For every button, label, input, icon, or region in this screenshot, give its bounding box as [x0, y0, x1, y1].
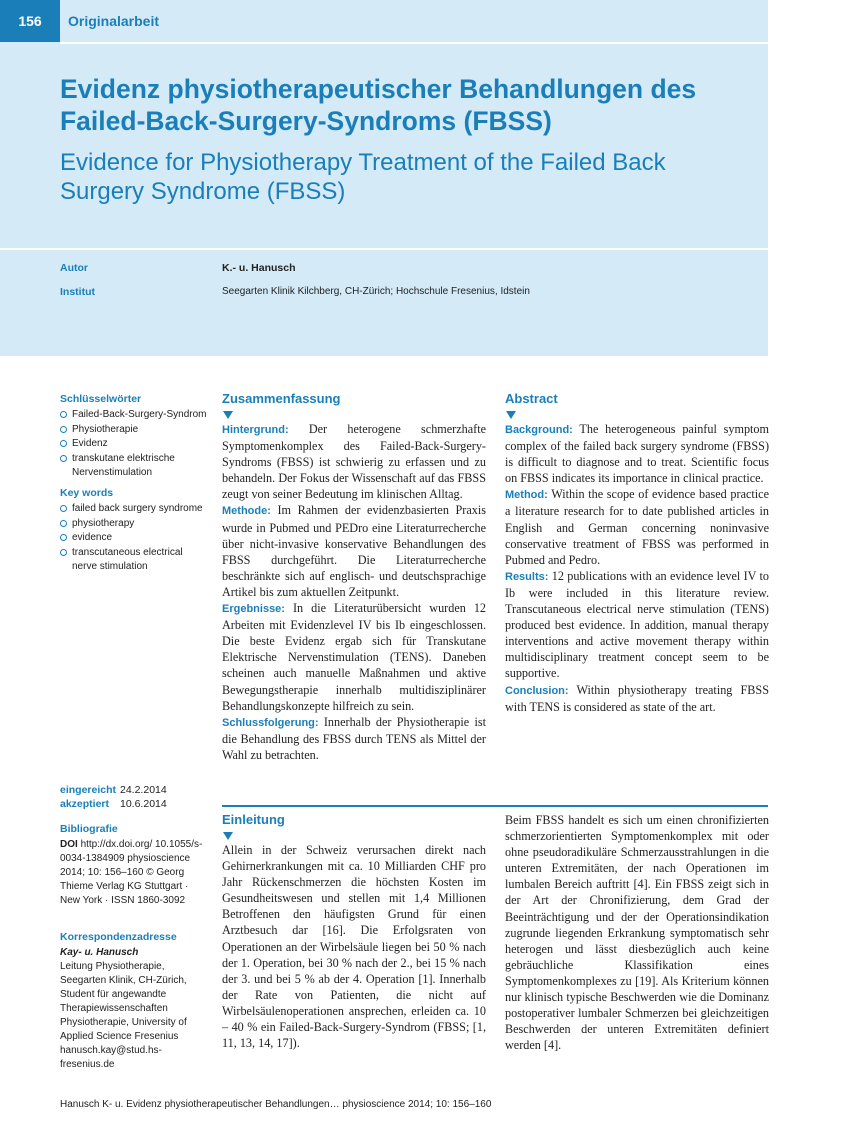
- background-text: The heterogeneous painful symptom complex of the failed back surgery syndrome (FBSS) is difficult to diagnose and to treat. Scientific focus on FBSS indicates its importance in clinical practice.: [505, 422, 770, 486]
- title-english: Evidence for Physiotherapy Treatment of the Failed Back Surgery Syndrome (FBSS): [60, 149, 666, 205]
- zusammenfassung-heading: Zusammenfassung: [222, 391, 341, 406]
- author-label: Autor: [60, 262, 88, 274]
- einleitung-paragraph-1: Allein in der Schweiz verursachen direkt nach Gehirnerkrankungen mit ca. 10 Milliarden CHF pro Jahr Rückenschmerzen die höchsten Kosten im Gesundheitswesen und stellen mit 1,4 Millionen Betroffenen den häufigsten Grund für einen Arztbesuch dar [16]. Die Erfolgsraten von Operationen an der Wirbelsäule liegen bei 50 % nach der 1. Operation, bei 30 % nach der 2., bei 15 % nach der 3. und bei 5 % ab der 4. Operation [1]. Innerhalb der Rate von Patienten, die nicht auf Wirbelsäulenoperationen ansprechen, erleiden ca. 10 – 40 % ein Failed-Back-Surgery-Syndrom (FBSS; [1, 11, 13, 14, 17]).: [222, 843, 486, 1051]
- bibliography-heading: Bibliografie: [60, 823, 118, 835]
- background-label: Background:: [505, 424, 573, 436]
- header-divider: [0, 248, 768, 250]
- triangle-marker-icon: [223, 832, 233, 840]
- institute-name: Seegarten Klinik Kilchberg, CH-Zürich; Hochschule Fresenius, Idstein: [222, 286, 530, 297]
- correspondence-text: Leitung Physiotherapie, Seegarten Klinik, CH-Zürich, Student für angewandte Therapiewissenschaften Physiotherapie, University of Applied Science Fresenius hanusch.kay@stud.hs-fresenius.de: [60, 961, 187, 1070]
- keyword-item: evidence: [60, 531, 210, 546]
- institute-label: Institut: [60, 286, 95, 298]
- accepted-date: 10.6.2014: [120, 798, 167, 810]
- conclusion-label: Conclusion:: [505, 684, 569, 697]
- conclusion-text: Within physiotherapy treating FBSS with TENS is considered as state of the art.: [505, 682, 769, 714]
- einleitung-heading: Einleitung: [222, 812, 285, 827]
- abstract-heading: Abstract: [505, 391, 558, 406]
- keywords-german: [60, 392, 210, 481]
- keyword-item: Physiotherapie: [60, 423, 210, 438]
- methode-text: Im Rahmen der evidenzbasierten Praxis wurde in Pubmed und PEDro eine Literaturrecherche über nicht-invasive konservative Behandlungen des FBSS durchgeführt. Die Literaturrecherche beschränkte sich auf englisch- und deutschsprachige Artikel bis zum aktuellen Zeitpunkt.: [222, 503, 486, 599]
- ergebnisse-text: In die Literaturübersicht wurden 12 Arbeiten mit Evidenzlevel IV bis Ib eingeschlossen. Die beste Evidenz ergab sich für Transkutane Elektrische Nervenstimulation (TENS). Daneben scheinen auch manuelle Maßnahmen und aktive Bewegungstherapie innerhalb multidisziplinärer Behandlungskonzepte hilfreich zu sein.: [222, 601, 487, 713]
- hintergrund-text: Der heterogene schmerzhafte Symptomenkomplex des Failed-Back-Surgery-Syndroms (FBSS) ist schwierig zu erfassen und zu behandeln. Der Fokus der Wissenschaft auf das FBSS zeugt von seiner Bedeutung im klinischen Alltag.: [222, 422, 486, 502]
- keywords-german-heading: Schlüsselwörter: [60, 393, 142, 405]
- submitted-date: 24.2.2014: [120, 784, 167, 796]
- title-german: Evidenz physiotherapeutischer Behandlungen des Failed-Back-Surgery-Syndroms (FBSS): [60, 74, 697, 136]
- schlussfolgerung-label: Schlussfolgerung:: [222, 716, 319, 729]
- keywords-english: [60, 486, 210, 575]
- submitted-label: eingereicht: [60, 784, 117, 796]
- zusammenfassung-column: [222, 391, 486, 763]
- keyword-item: failed back surgery syndrome: [60, 502, 210, 517]
- correspondence-block: [60, 930, 210, 1072]
- triangle-marker-icon: [223, 411, 233, 419]
- author-name: K.- u. Hanusch: [222, 262, 296, 274]
- page-footer: Hanusch K- u. Evidenz physiotherapeutischer Behandlungen… physioscience 2014; 10: 156–160: [60, 1099, 492, 1110]
- methode-label: Methode:: [222, 505, 271, 518]
- method-text: Within the scope of evidence based practice a literature research for to date published articles in English and German concerning noninvasive conservative treatment of FBSS was performed in Pubmed and Pedro.: [505, 487, 769, 567]
- einleitung-column-1: [222, 812, 486, 1051]
- keyword-item: transcutaneous electrical nerve stimulation: [60, 546, 210, 575]
- section-tag: Originalarbeit: [68, 13, 160, 29]
- einleitung-column-2: [505, 812, 769, 1053]
- results-text: 12 publications with an evidence level IV to Ib were included in this literature review. Transcutaneous electrical nerve stimulation (TENS) produced best evidence. In addition, manual therapy interventions and active movement therapy within multidisciplinary treatment concept seem to be supportive.: [505, 568, 770, 681]
- bibliography-block: [60, 822, 210, 908]
- keyword-item: transkutane elektrische Nervenstimulation: [60, 452, 210, 481]
- results-label: Results:: [505, 570, 549, 583]
- triangle-marker-icon: [506, 411, 516, 419]
- bibliography-text: http://dx.doi.org/ 10.1055/s-0034-1384909 physioscience 2014; 10: 156–160 © Georg Thieme Verlag KG Stuttgart · New York · ISSN 1860-3092: [60, 839, 203, 906]
- correspondence-heading: Korrespondenzadresse: [60, 931, 177, 943]
- page-number: 156: [0, 0, 60, 42]
- hintergrund-label: Hintergrund:: [222, 424, 289, 436]
- dates-block: [60, 783, 167, 811]
- doi-label: DOI: [60, 839, 78, 850]
- einleitung-paragraph-2: Beim FBSS handelt es sich um einen chronifizierten schmerzorientierten Symptomenkomplex mit oder ohne pseudoradikuläre Schmerzausstrahlungen in die unteren Extremitäten, der nach Operationen im lumbalen Bereich auftritt [4]. Ein FBSS zeigt sich in der Art der Chronifizierung, dem Grad der Beeinträchtigung und der der Operationsindikation zugrunde liegenden Erkrankung symptomatisch sehr heterogen und lässt diesbezüglich auch keine gebräuchliche Klassifikation eines Symptomenkomplexes zu [19]. Als Kriterium können nur klinisch typische Beschwerden wie die Dominanz postoperativer lumbaler Schmerzen bei gleichzeitigen Beschwerden der unteren Extremitäten definiert werden [4].: [505, 813, 769, 1053]
- keyword-item: Evidenz: [60, 437, 210, 452]
- keyword-item: Failed-Back-Surgery-Syndrom: [60, 408, 210, 423]
- keywords-english-heading: Key words: [60, 487, 114, 499]
- correspondence-name: Kay- u. Hanusch: [60, 947, 139, 958]
- top-divider: [60, 42, 768, 44]
- keyword-item: physiotherapy: [60, 517, 210, 532]
- section-rule: [222, 805, 768, 807]
- ergebnisse-label: Ergebnisse:: [222, 603, 285, 616]
- abstract-column: [505, 391, 769, 715]
- method-label: Method:: [505, 489, 548, 502]
- accepted-label: akzeptiert: [60, 798, 110, 810]
- schlussfolgerung-text: Innerhalb der Physiotherapie ist die Behandlung des FBSS durch TENS als Mittel der Wahl zu betrachten.: [222, 714, 486, 762]
